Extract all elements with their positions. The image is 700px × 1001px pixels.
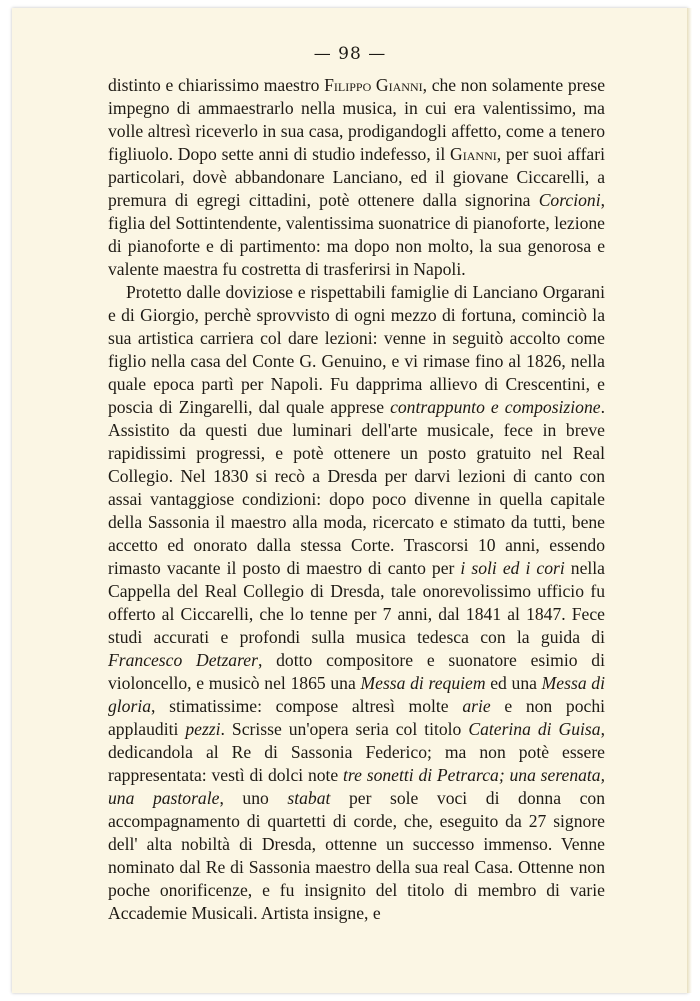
page-number: — 98 — xyxy=(313,44,387,64)
italic-phrase: arie xyxy=(462,696,491,716)
body-text xyxy=(108,74,605,925)
text-run: , uno xyxy=(219,788,288,808)
text-run: , per suoi affari particolari, dovè abbandonare Lanciano, ed il giovane Ciccarelli, a premura di egregi cittadini, potè ottenere dalla signorina xyxy=(108,144,605,210)
italic-phrase: i soli ed i cori xyxy=(460,558,565,578)
text-run: distinto e chiarissimo maestro xyxy=(108,75,325,95)
italic-phrase: stabat xyxy=(287,788,331,808)
italic-phrase: Caterina di Guisa xyxy=(468,719,601,739)
italic-phrase: pezzi xyxy=(185,719,221,739)
text-run: , dotto compositore e suonatore esimio di violoncello, e musicò nel 1865 una xyxy=(108,650,605,693)
text-run: per sole voci di donna con accompagnamento di quartetti di corde, che, eseguito da 27 signore dell' alta nobiltà di Dresda, ottenne un successo immenso. Venne nominato dal Re di Sassonia maestro della sua real Casa. Ottenne non poche onorificenze, e fu insignito del titolo di membro di varie Accademie Musicali. Artista insigne, e xyxy=(108,788,605,923)
text-run: e non pochi applauditi xyxy=(108,696,606,739)
text-run: . Assistito da questi due luminari dell'arte musicale, fece in breve rapidissimi progressi, e potè ottenere un posto gratuito nel Real Collegio. Nel 1830 si recò a Dresda per darvi lezioni di canto con assai vantaggiose condizioni: dopo poco divenne in quella capitale della Sassonia il maestro alla moda, ricercato e stimato da tutti, bene accetto ed onorato dalla stessa Corte. Trascorsi 10 anni, essendo rimasto vacante il posto di maestro di canto per xyxy=(108,397,605,578)
paragraph xyxy=(108,74,605,281)
text-run: , che non solamente prese impegno di ammaestrarlo nella musica, in cui era valentissimo, ma volle altresì riceverlo in sua casa, prodigandogli affetto, come a tenero figliuolo. Dopo sette anni di studio indefesso, il xyxy=(108,75,605,164)
italic-phrase: tre sonetti di Petrarca; una serenata, una pastorale xyxy=(108,765,605,808)
text-run: ed una xyxy=(485,673,542,693)
text-run: , figlia del Sottintendente, valentissima suonatrice di pianoforte, lezione di pianoforte e di partimento: ma dopo non molto, la sua genorosa e valente maestra fu costretta di trasferirsi in Napoli. xyxy=(108,190,605,279)
text-run: , dedicandola al Re di Sassonia Federico; ma non potè essere rappresentata: vestì di dolci note xyxy=(108,719,605,785)
text-run: . Scrisse un'opera seria col titolo xyxy=(220,719,469,739)
italic-phrase: Francesco Detzarer xyxy=(108,650,258,670)
text-run: nella Cappella del Real Collegio di Dresda, tale onorevolissimo ufficio fu offerto al Ciccarelli, che lo tenne per 7 anni, dal 1841 al 1847. Fece studi accurati e profondi sulla musica tedesca con la guida di xyxy=(108,558,605,647)
italic-phrase: Messa di gloria xyxy=(108,673,605,716)
person-name: Gianni xyxy=(450,144,497,164)
paragraph xyxy=(108,281,605,925)
italic-phrase: Corcioni xyxy=(538,190,601,210)
person-name: Filippo Gianni xyxy=(324,75,423,95)
italic-phrase: contrappunto e composizione xyxy=(390,397,601,417)
italic-phrase: Messa di requiem xyxy=(360,673,486,693)
book-page xyxy=(12,8,688,993)
text-run: , stimatissime: compose altresì molte xyxy=(151,696,463,716)
text-run: Protetto dalle doviziose e rispettabili famiglie di Lanciano Orgarani e di Giorgio, perchè sprovvisto di ogni mezzo di fortuna, cominciò la sua artistica carriera col dare lezioni: venne in seguitò accolto come figlio nella casa del Conte G. Genuino, e vi rimase fino al 1826, nella quale epoca partì per Napoli. Fu dapprima allievo di Crescentini, e poscia di Zingarelli, dal quale apprese xyxy=(108,282,605,417)
